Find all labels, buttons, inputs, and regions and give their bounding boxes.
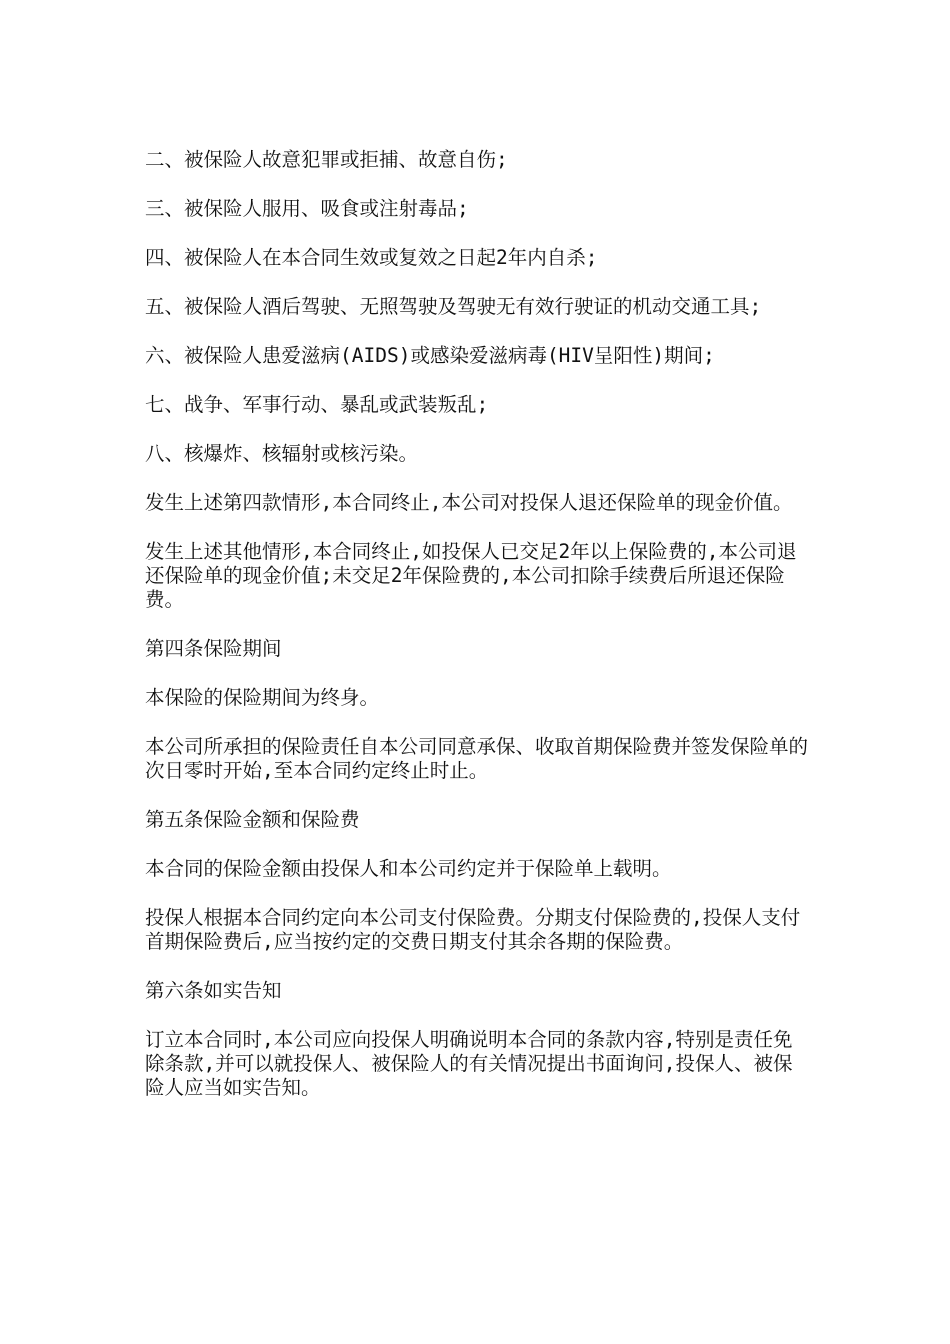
clause-exclusion-6: 六、被保险人患爱滋病(AIDS)或感染爱滋病毒(HIV呈阳性)期间; [145, 344, 715, 367]
paragraph-premium-payment: 投保人根据本合同约定向本公司支付保险费。分期支付保险费的,投保人支付首期保险费后,应当按约定的交费日期支付其余各期的保险费。 [145, 906, 801, 953]
document-body [145, 148, 810, 1125]
paragraph-disclosure: 订立本合同时,本公司应向投保人明确说明本合同的条款内容,特别是责任免除条款,并可以就投保人、被保险人的有关情况提出书面询问,投保人、被保险人应当如实告知。 [145, 1028, 793, 1099]
section-heading-article-4: 第四条保险期间 [145, 637, 282, 660]
clause-exclusion-7: 七、战争、军事行动、暴乱或武装叛乱; [145, 393, 489, 416]
clause-exclusion-4: 四、被保险人在本合同生效或复效之日起2年内自杀; [145, 246, 598, 269]
clause-exclusion-2: 二、被保险人故意犯罪或拒捕、故意自伤; [145, 148, 508, 171]
paragraph-termination-other: 发生上述其他情形,本合同终止,如投保人已交足2年以上保险费的,本公司退还保险单的现金价值;未交足2年保险费的,本公司扣除手续费后所退还保险费。 [145, 540, 797, 611]
section-heading-article-6: 第六条如实告知 [145, 979, 282, 1002]
paragraph-liability-start: 本公司所承担的保险责任自本公司同意承保、收取首期保险费并签发保险单的次日零时开始,至本合同约定终止时止。 [145, 735, 809, 782]
clause-exclusion-8: 八、核爆炸、核辐射或核污染。 [145, 442, 419, 465]
paragraph-termination-suicide: 发生上述第四款情形,本合同终止,本公司对投保人退还保险单的现金价值。 [145, 491, 793, 514]
section-heading-article-5: 第五条保险金额和保险费 [145, 808, 360, 831]
clause-exclusion-5: 五、被保险人酒后驾驶、无照驾驶及驾驶无有效行驶证的机动交通工具; [145, 295, 762, 318]
paragraph-insurance-period: 本保险的保险期间为终身。 [145, 686, 380, 709]
paragraph-sum-insured: 本合同的保险金额由投保人和本公司约定并于保险单上载明。 [145, 857, 672, 880]
clause-exclusion-3: 三、被保险人服用、吸食或注射毒品; [145, 197, 469, 220]
